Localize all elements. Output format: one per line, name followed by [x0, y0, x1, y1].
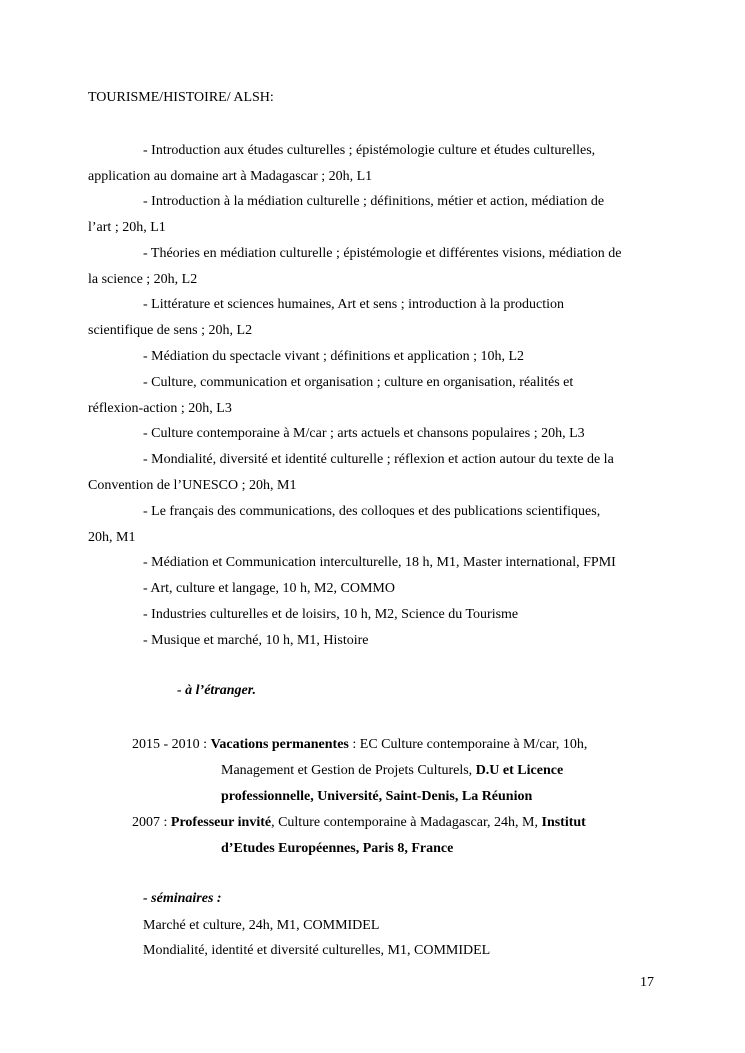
vacations-institution: professionnelle, Université, Saint-Denis, La Réunion — [221, 788, 533, 804]
vacations-line-1 — [132, 732, 656, 758]
course-item — [88, 550, 656, 576]
course-item — [88, 628, 656, 654]
course-line: - Introduction aux études culturelles ; épistémologie culture et études culturelles, — [143, 143, 596, 158]
visiting-line-1 — [132, 810, 656, 836]
course-item — [88, 241, 656, 293]
course-line: scientifique de sens ; 20h, L2 — [88, 322, 253, 338]
course-item — [88, 576, 656, 602]
visiting-entry — [132, 810, 656, 862]
course-item — [88, 421, 656, 447]
course-item — [88, 602, 656, 628]
course-line: réflexion-action ; 20h, L3 — [88, 400, 232, 416]
course-line: - Théories en médiation culturelle ; épistémologie et différentes visions, médiation de — [143, 246, 622, 261]
course-line: - Littérature et sciences humaines, Art et sens ; introduction à la production — [143, 297, 565, 312]
course-line: - Industries culturelles et de loisirs, 10 h, M2, Science du Tourisme — [143, 607, 519, 622]
visiting-institution: d’Etudes Européennes, Paris 8, France — [221, 840, 454, 856]
course-item — [88, 189, 656, 241]
seminar-item: Mondialité, identité et diversité culturelles, M1, COMMIDEL — [143, 943, 491, 958]
course-line: - Culture contemporaine à M/car ; arts actuels et chansons populaires ; 20h, L3 — [143, 426, 585, 441]
course-line: - Musique et marché, 10 h, M1, Histoire — [143, 633, 369, 648]
course-item — [88, 370, 656, 422]
seminars-heading: - séminaires : — [143, 891, 222, 906]
vacations-title: Vacations permanentes — [210, 737, 349, 752]
course-line: - Art, culture et langage, 10 h, M2, COMMO — [143, 581, 395, 596]
vacations-degree: D.U et Licence — [475, 762, 564, 778]
vacations-text: : EC Culture contemporaine à M/car, 10h, — [348, 737, 588, 752]
page-number: 17 — [640, 975, 654, 990]
course-line: - Mondialité, diversité et identité culturelle ; réflexion et action autour du texte de la — [143, 452, 614, 467]
visiting-title: Professeur invité — [170, 815, 272, 830]
visiting-period: 2007 : — [132, 815, 168, 830]
abroad-subheading: - à l’étranger. — [177, 683, 256, 698]
course-line: - Culture, communication et organisation ; culture en organisation, réalités et — [143, 375, 574, 390]
course-line: - Médiation et Communication interculturelle, 18 h, M1, Master international, FPMI — [143, 555, 616, 570]
course-line: - Introduction à la médiation culturelle ; définitions, métier et action, médiation de — [143, 194, 605, 209]
course-line: 20h, M1 — [88, 529, 136, 545]
course-line: - Le français des communications, des colloques et des publications scientifiques, — [143, 504, 601, 519]
vacations-line-2 — [221, 758, 656, 784]
vacations-entry — [132, 732, 656, 809]
course-item — [88, 447, 656, 499]
course-item — [88, 292, 656, 344]
course-line: Convention de l’UNESCO ; 20h, M1 — [88, 477, 297, 493]
course-item — [88, 344, 656, 370]
vacations-text: Management et Gestion de Projets Culturels, — [221, 762, 476, 778]
course-line: - Médiation du spectacle vivant ; définitions et application ; 10h, L2 — [143, 349, 525, 364]
seminar-item: Marché et culture, 24h, M1, COMMIDEL — [143, 918, 380, 933]
course-line: application au domaine art à Madagascar ; 20h, L1 — [88, 168, 373, 184]
vacations-period: 2015 - 2010 : — [132, 737, 208, 752]
visiting-institution: Institut — [541, 815, 586, 830]
section-heading: TOURISME/HISTOIRE/ ALSH: — [88, 90, 274, 105]
course-line: la science ; 20h, L2 — [88, 271, 198, 287]
visiting-text: , Culture contemporaine à Madagascar, 24h, M, — [271, 815, 542, 830]
course-item — [88, 499, 656, 551]
course-line: l’art ; 20h, L1 — [88, 219, 166, 235]
course-item — [88, 138, 656, 190]
